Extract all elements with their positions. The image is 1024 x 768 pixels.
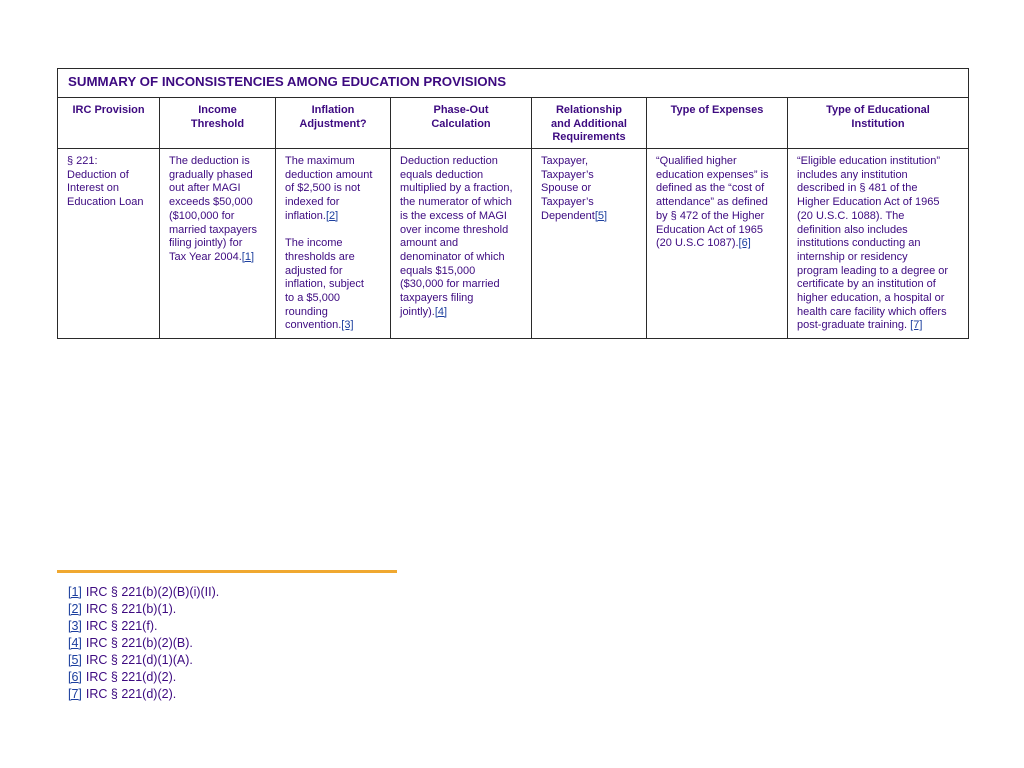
income-threshold-text: The deduction is gradually phased out after MAGI exceeds $50,000 ($100,000 for married taxpayers filing jointly) for Tax Year 2004. xyxy=(169,155,258,263)
footnote-item xyxy=(68,686,219,703)
header-relationship: Relationship and Additional Requirements xyxy=(532,98,647,149)
provision-text: § 221: Deduction of Interest on Education Loan xyxy=(67,155,144,209)
footnote-ref-2-link[interactable]: [2] xyxy=(325,209,339,222)
footnote-ref-3-link[interactable]: [3] xyxy=(341,319,354,332)
income-threshold-paragraph xyxy=(169,155,270,265)
institution-paragraph xyxy=(797,155,963,333)
inflation-paragraph-1 xyxy=(285,155,385,224)
footnotes-list xyxy=(68,584,219,703)
phase-out-text: Deduction reduction equals deduction multiplied by a fraction, the numerator of which is the excess of MAGI over income threshold amount and denominator of which equals $15,000 ($30,000 for married taxpayers filing jointly). xyxy=(400,155,513,318)
footnote-1-text: IRC § 221(b)(2)(B)(i)(II). xyxy=(85,585,220,599)
header-type-of-institution: Type of Educational Institution xyxy=(788,98,969,149)
cell-income-threshold xyxy=(160,149,276,339)
footnote-5-text: IRC § 221(d)(1)(A). xyxy=(85,653,193,667)
footnote-3-text: IRC § 221(f). xyxy=(85,619,158,633)
phase-out-paragraph xyxy=(400,155,526,319)
inflation-paragraph-2 xyxy=(285,237,385,333)
footnote-2-anchor[interactable]: [2] xyxy=(68,602,82,616)
cell-institution xyxy=(788,149,969,339)
footnote-item xyxy=(68,584,219,601)
header-row xyxy=(58,98,969,149)
table-row xyxy=(58,149,969,339)
footnote-item xyxy=(68,652,219,669)
inflation-text-1: The maximum deduction amount of $2,500 is not indexed for inflation. xyxy=(285,155,373,222)
footnote-4-text: IRC § 221(b)(2)(B). xyxy=(85,636,193,650)
cell-expenses xyxy=(647,149,788,339)
title-row xyxy=(58,69,969,98)
footnote-ref-6-link[interactable]: [6] xyxy=(738,237,751,250)
cell-irc-provision xyxy=(58,149,160,339)
footnote-7-text: IRC § 221(d)(2). xyxy=(85,687,177,701)
footnote-item xyxy=(68,635,219,652)
footnote-ref-5-link[interactable]: [5] xyxy=(594,209,608,222)
footnote-5-anchor[interactable]: [5] xyxy=(68,653,82,667)
header-phase-out-calculation: Phase-Out Calculation xyxy=(391,98,532,149)
inflation-text-2: The income thresholds are adjusted for inflation, subject to a $5,000 rounding convention. xyxy=(285,237,364,332)
footnote-3-anchor[interactable]: [3] xyxy=(68,619,82,633)
footnote-2-text: IRC § 221(b)(1). xyxy=(85,602,177,616)
relationship-paragraph xyxy=(541,155,641,224)
cell-phase-out xyxy=(391,149,532,339)
footnote-divider xyxy=(57,570,397,573)
footnote-1-anchor[interactable]: [1] xyxy=(68,585,82,599)
summary-table xyxy=(57,68,969,339)
footnote-ref-7-link[interactable]: [7] xyxy=(910,319,923,332)
footnote-6-text: IRC § 221(d)(2). xyxy=(85,670,177,684)
footnote-6-anchor[interactable]: [6] xyxy=(68,670,82,684)
footnote-4-anchor[interactable]: [4] xyxy=(68,636,82,650)
expenses-paragraph xyxy=(656,155,782,251)
table-title: SUMMARY OF INCONSISTENCIES AMONG EDUCATION PROVISIONS xyxy=(58,69,969,98)
relationship-text: Taxpayer, Taxpayer’s Spouse or Taxpayer’s Dependent xyxy=(541,155,595,222)
header-inflation-adjustment: Inflation Adjustment? xyxy=(276,98,391,149)
cell-relationship xyxy=(532,149,647,339)
footnote-7-anchor[interactable]: [7] xyxy=(68,687,82,701)
header-type-of-expenses: Type of Expenses xyxy=(647,98,788,149)
footnote-ref-1-link[interactable]: [1] xyxy=(241,250,255,263)
header-irc-provision: IRC Provision xyxy=(58,98,160,149)
institution-text: “Eligible education institution” includes any institution described in § 481 of the Higher Education Act of 1965 (20 U.S.C. 1088). The definition also includes institutions conducting an internship or residency program leading to a degree or certificate by an institution of higher education, a hospital or health care facility which offers post-graduate training. xyxy=(797,155,949,332)
footnote-item xyxy=(68,669,219,686)
footnote-item xyxy=(68,618,219,635)
header-income-threshold: Income Threshold xyxy=(160,98,276,149)
expenses-text: “Qualified higher education expenses” is defined as the “cost of attendance” as defined by § 472 of the Higher Education Act of 1965 (20 U.S.C 1087). xyxy=(656,155,769,250)
cell-inflation-adjustment xyxy=(276,149,391,339)
footnote-item xyxy=(68,601,219,618)
footnote-ref-4-link[interactable]: [4] xyxy=(434,305,448,318)
